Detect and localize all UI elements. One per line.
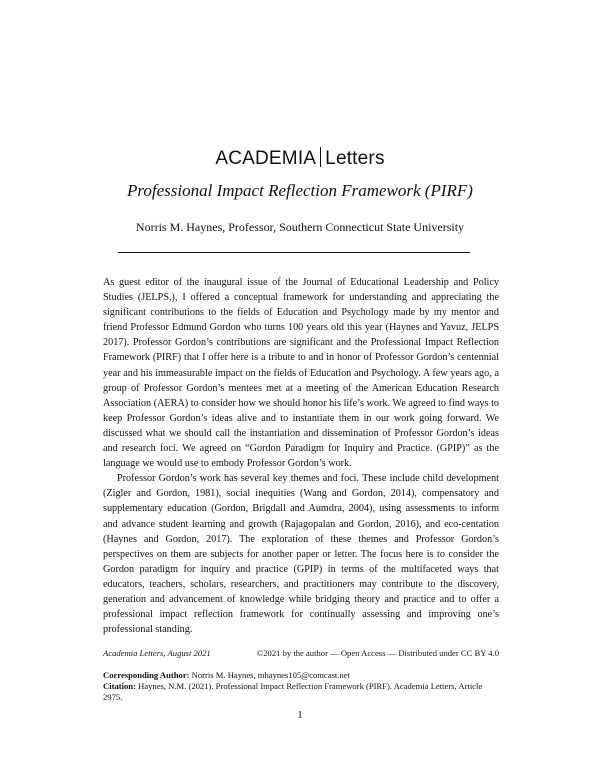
journal-brand: ACADEMIA xyxy=(215,148,317,169)
header-rule xyxy=(118,252,470,253)
corresponding-author-value: Norris M. Haynes, mhaynes105@comcast.net xyxy=(191,670,350,680)
body-paragraph-1: As guest editor of the inaugural issue of the Journal of Educational Leadership and Policy Studies (JELPS,), I offered a conceptual framework for understanding and appreciating the significant contributions to the fields of Education and Psychology made by my mentor and friend Professor Edmund Gordon who turns 100 years old this year (Haynes and Yavuz, JELPS 2017). Professor Gordon’s contributions are significant and the Professional Impact Reflection Framework (PIRF) that I offer here is a tribute to and in honor of Professor Gordon’s centennial year and his immeasurable impact on the fields of Education and Psychology. A few years ago, a group of Professor Gordon’s mentees met at a meeting of the American Education Research Association (AERA) to consider how we should honor his life’s work. We agreed to find ways to keep Professor Gordon’s ideas alive and to instantiate them in our work going forward. We discussed what we should call the instantiation and dissemination of Professor Gordon’s ideas and research foci. We agreed on “Gordon Paradigm for Inquiry and Practice. (GPIP)” as the language we would use to embody Professor Gordon’s work. xyxy=(103,277,499,470)
article-title: Professional Impact Reflection Framework (PIRF) xyxy=(127,181,473,200)
article-meta xyxy=(103,670,499,703)
article-body xyxy=(103,275,499,637)
author-line: Norris M. Haynes, Professor, Southern Connecticut State University xyxy=(135,220,465,234)
citation-value: Haynes, N.M. (2021). Professional Impact Reflection Framework (PIRF). Academia Letters, Article 2975. xyxy=(103,681,483,702)
footer-license: ©2021 by the author — Open Access — Distributed under CC BY 4.0 xyxy=(256,648,499,658)
citation xyxy=(103,681,499,703)
corresponding-author xyxy=(103,670,499,681)
footer-journal-date: Academia Letters, August 2021 xyxy=(103,648,211,658)
body-paragraph-2: Professor Gordon’s work has several key themes and foci. These include child development (Zigler and Gordon, 1981), social inequities (Wang and Gordon, 2014), compensatory and supplementary education (Gordon, Brigdall and Aumdra, 2004), using assessments to inform and advance student learning and growth (Rajagopalan and Gordon, 2016), and eco-centation (Haynes and Gordon, 2017). The exploration of these themes and Professor Gordon’s perspectives on them are subjects for another paper or letter. The focus here is to consider the Gordon paradigm for inquiry and practice (GPIP) in terms of the multifaceted ways that educators, teachers, scholars, researchers, and practitioners may contribute to the discovery, generation and advancement of knowledge while bridging theory and practice and to offer a professional impact reflection framework for continually assessing and improving one’s professional standing. xyxy=(103,473,499,636)
journal-section: Letters xyxy=(325,148,385,169)
journal-header xyxy=(0,147,600,171)
page-number: 1 xyxy=(297,709,303,721)
header-divider xyxy=(320,147,321,167)
citation-label: Citation: xyxy=(103,681,136,691)
corresponding-author-label: Corresponding Author: xyxy=(103,670,190,680)
